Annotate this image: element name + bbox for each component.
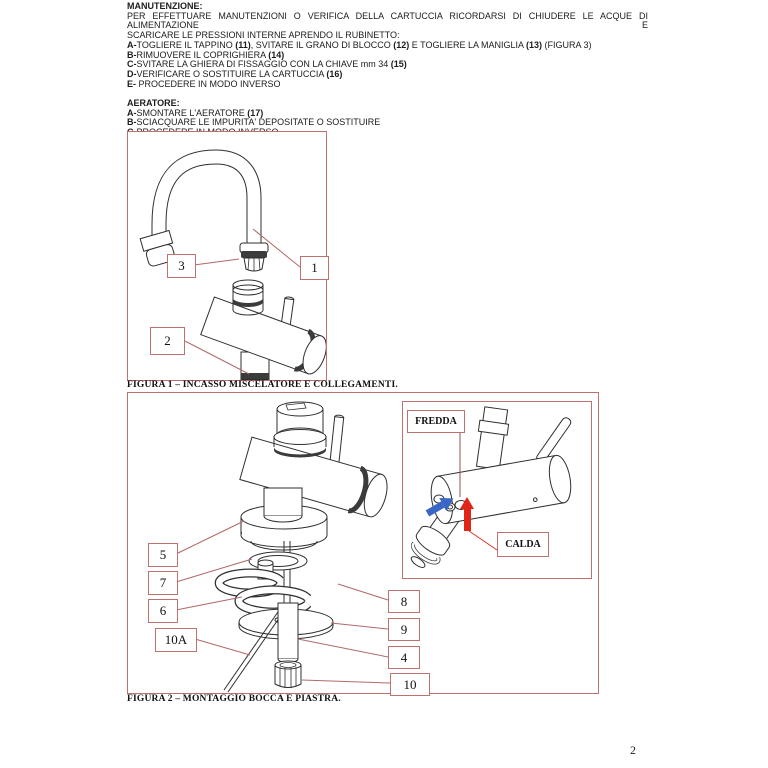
callout-3-label: 3 <box>178 258 185 273</box>
callout-1-label: 1 <box>311 260 318 275</box>
leader-line-10a <box>195 639 250 655</box>
callout-2 <box>150 327 185 355</box>
leader-line-6 <box>176 597 242 610</box>
leader-line-3 <box>194 259 239 265</box>
leader-line-9 <box>331 623 388 629</box>
callout-7-label: 7 <box>159 575 167 590</box>
maintenance-intro-line1: PER EFFETTUARE MANUTENZIONI O VERIFICA DELLA CARTUCCIA RICORDARSI DI CHIUDERE LE ACQUE DI ALIMENTAZIONE E <box>127 10 648 31</box>
callout-10-label: 10 <box>403 676 417 692</box>
page-number: 2 <box>630 743 636 757</box>
leader-line-5 <box>176 521 244 554</box>
cold-water-label-text: FREDDA <box>415 416 457 427</box>
callout-8 <box>388 590 420 613</box>
cold-water-label <box>407 410 465 433</box>
callout-9-label: 9 <box>400 621 408 637</box>
figure2-frame <box>127 392 599 694</box>
callout-6 <box>148 599 178 623</box>
figure1-caption: FIGURA 1 – INCASSO MISCELATORE E COLLEGAMENTI. <box>127 380 398 390</box>
callout-2-label: 2 <box>164 333 171 348</box>
aerator-title: AERATORE: <box>127 98 180 109</box>
maintenance-step-d: D-VERIFICARE O SOSTITUIRE LA CARTUCCIA (16) <box>127 68 343 79</box>
callout-4 <box>388 646 420 669</box>
maintenance-step-b: B-RIMUOVERE IL COPRIGHIERA (14) <box>127 49 285 60</box>
callout-7 <box>148 571 178 595</box>
figure2-caption: FIGURA 2 – MONTAGGIO BOCCA E PIASTRA. <box>127 694 341 704</box>
callout-5-label: 5 <box>159 547 167 562</box>
callout-3 <box>167 254 196 278</box>
callout-1 <box>300 256 329 280</box>
spacer <box>127 89 651 99</box>
maintenance-step-a: A-TOGLIERE IL TAPPINO (11), SVITARE IL GRANO DI BLOCCO (12) E TOGLIERE LA MANIGLIA (13) (FIGURA 3) <box>127 39 592 50</box>
callout-10 <box>390 673 430 696</box>
hot-leader-line <box>469 531 497 550</box>
callout-6-label: 6 <box>159 603 167 618</box>
aerator-step-a: A-SMONTARE L'AERATORE (17) <box>127 107 264 118</box>
aerator-step-b: B-SCIACQUARE LE IMPURITA' DEPOSITATE O SOSTITUIRE <box>127 117 381 128</box>
maintenance-intro-line2: SCARICARE LE PRESSIONI INTERNE APRENDO IL RUBINETTO: <box>127 30 400 41</box>
callout-4-label: 4 <box>400 649 408 665</box>
hot-water-label <box>497 532 549 557</box>
leader-line-8 <box>338 584 388 600</box>
callout-10a <box>155 628 197 652</box>
figure2-inset-connections <box>402 401 592 579</box>
leader-line-4 <box>298 639 388 657</box>
maintenance-section <box>127 2 651 138</box>
maintenance-step-c: C-SVITARE LA GHIERA DI FISSAGGIO CON LA CHIAVE mm 34 (15) <box>127 59 407 70</box>
callout-9 <box>388 618 420 641</box>
maintenance-title: MANUTENZIONE: <box>127 1 203 11</box>
leader-line-10 <box>302 680 390 683</box>
callout-8-label: 8 <box>400 593 408 609</box>
callout-10a-label: 10A <box>164 632 188 647</box>
hot-water-label-text: CALDA <box>505 539 541 550</box>
maintenance-step-e: E- PROCEDERE IN MODO INVERSO <box>127 78 281 89</box>
figure1-frame <box>127 131 327 381</box>
callout-5 <box>148 543 178 567</box>
